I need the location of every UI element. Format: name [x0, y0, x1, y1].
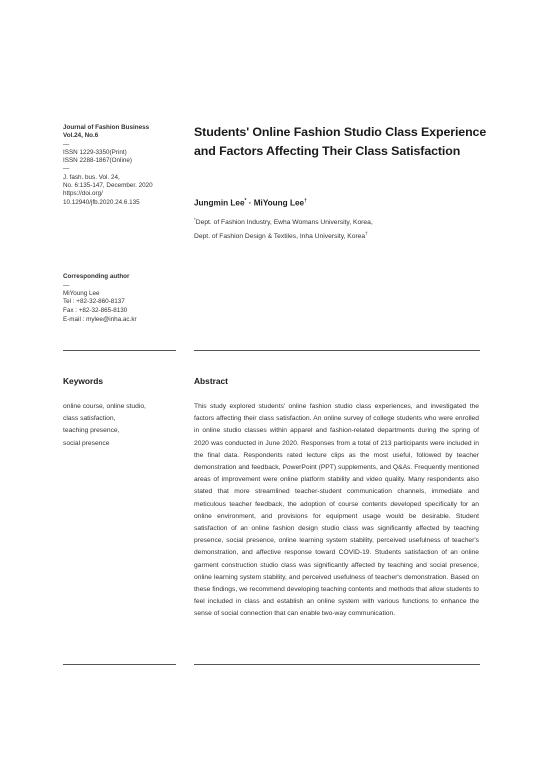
affiliation-mark-1: *	[194, 217, 196, 222]
citation-line-1: J. fash. bus. Vol. 24,	[63, 173, 120, 181]
keyword-line: class satisfaction,	[63, 415, 116, 423]
rule-left-bottom	[63, 664, 176, 665]
author-name-1: Jungmin Lee	[194, 198, 245, 208]
journal-volume: Vol.24, No.6	[63, 132, 99, 140]
doi-prefix[interactable]: https://doi.org/	[63, 190, 103, 198]
keyword-line: social presence	[63, 439, 110, 447]
corresponding-author	[63, 273, 178, 324]
corresponding-name: MiYoung Lee	[63, 289, 100, 297]
citation-line-2: No. 6:135-147, December. 2020	[63, 182, 153, 190]
issn-online: ISSN 2288-1867(Online)	[63, 157, 132, 165]
rule-left-top	[63, 350, 176, 351]
author-mark-1: *	[244, 198, 247, 204]
affiliation-line-2: Dept. of Fashion Design & Textiles, Inha University, Korea	[194, 232, 366, 240]
corresponding-fax: Fax : +82-32-865-8130	[63, 307, 128, 315]
corresponding-heading: Corresponding author	[63, 273, 130, 280]
rule-right-bottom	[194, 664, 480, 665]
author-list	[194, 198, 307, 208]
divider-dash: —	[63, 165, 70, 173]
divider-dash: —	[63, 281, 70, 289]
abstract-heading: Abstract	[194, 376, 228, 386]
abstract-body: This study explored students' online fashion studio class experiences, and investigated the factors affecting their class satisfaction. An online survey of college students who were enrolled in online studio classes within apparel and fashion-related departments during the spring of 2020 was conducted in June 2020. Responses from a total of 213 participants were included in the final data. Respondents rated lecture clips as the most useful, followed by teacher demonstration and feedback, PowerPoint (PPT) supplements, and Q&As. Frequently mentioned areas of improvement were online platform stability and video quality. Many respondents also stated that more streamlined teacher-student communication channels, immediate and meticulous teacher feedback, the adoption of course contents developed specifically for an online environment, and provisions for equipment usage would be desirable. Student satisfaction of an online fashion design studio class was significantly affected by teaching presence, social presence, online learning system stability, perceived usefulness of teacher's demonstration, and affective response toward COVID-19. Students satisfaction of an online garment construction studio class was significantly affected by teaching and social presence, online learning system stability, and perceived usefulness of teacher's demonstration. Based on these findings, we recommend developing teaching contents and methods that allow students to feel included in class and establish an online system with various functions to enhance the sense of social connection that can enable two-way communication.	[194, 403, 479, 618]
keywords-list	[63, 401, 181, 450]
author-separator: ·	[246, 198, 254, 208]
rule-right-top	[194, 350, 480, 351]
keyword-line: online course, online studio,	[63, 403, 146, 410]
journal-name: Journal of Fashion Business	[63, 124, 150, 131]
issn-print: ISSN 1229-3350(Print)	[63, 148, 127, 156]
paper-title	[194, 123, 494, 161]
affiliations	[194, 215, 494, 242]
divider-dash: —	[63, 140, 70, 148]
affiliation-mark-2: †	[365, 230, 368, 236]
corresponding-tel: Tel : +82-32-860-8137	[63, 298, 125, 306]
keyword-line: teaching presence,	[63, 427, 120, 435]
journal-info	[63, 124, 178, 207]
corresponding-email[interactable]: E-mail : mylee@inha.ac.kr	[63, 315, 137, 323]
author-mark-2: †	[304, 198, 307, 204]
affiliation-line-1: Dept. of Fashion Industry, Ewha Womans University, Korea,	[195, 219, 373, 227]
title-line-2: and Factors Affecting Their Class Satisfaction	[194, 144, 461, 158]
author-name-2: MiYoung Lee	[253, 198, 305, 208]
doi-link[interactable]: 10.12940/jfb.2020.24.6.135	[63, 198, 140, 206]
title-line-1: Students' Online Fashion Studio Class Experience	[194, 125, 487, 139]
keywords-heading: Keywords	[63, 376, 104, 386]
